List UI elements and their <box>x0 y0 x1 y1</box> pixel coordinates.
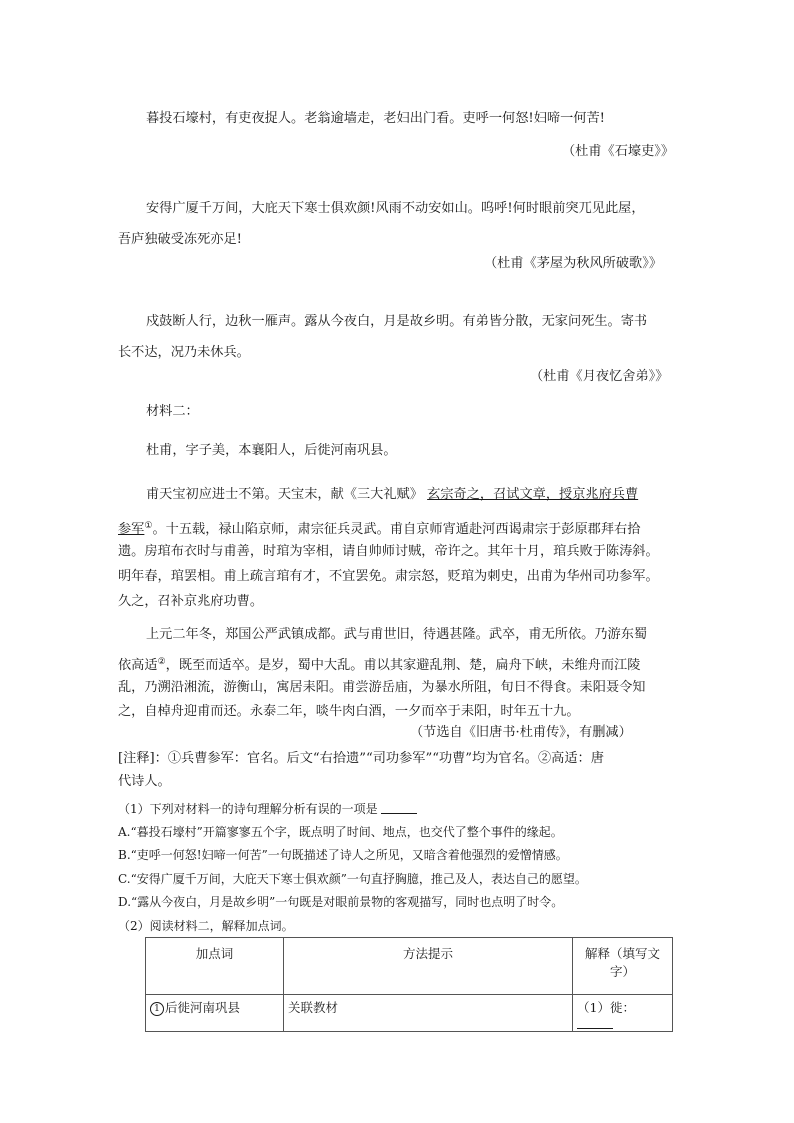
question-1-option-a[interactable]: A.“暮投石壕村”开篇寥寥五个字，既点明了时间、地点，也交代了整个事件的缘起。 <box>118 825 563 839</box>
material-2-intro: 杜甫，字子美，本襄阳人，后徙河南巩县。 <box>146 443 397 458</box>
row-word: 1 后徙河南巩县 <box>146 995 284 1032</box>
header-word: 加点词 <box>146 938 284 995</box>
question-2-stem: （2）阅读材料二，解释加点词。 <box>118 919 294 933</box>
passage-p1-line-3: 遗。房琯布衣时与甫善，时琯为宰相，请自帅师讨贼，帝许之。其年十月，琯兵败于陈涛斜。 <box>118 544 659 559</box>
poem-1-line-1: 暮投石壕村，有吏夜捉人。老翁逾墙走，老妇出门看。吏呼一何怒!妇啼一何苦! <box>146 111 605 126</box>
table-row <box>146 995 673 1032</box>
question-1-stem: （1）下列对材料一的诗句理解分析有误的一项是 <box>118 801 417 817</box>
question-1-option-d[interactable]: D.“露从今夜白，月是故乡明”一句既是对眼前景物的客观描写，同时也点明了时令。 <box>118 895 564 909</box>
question-1-option-c[interactable]: C.“安得广厦千万间，大庇天下寒士俱欢颜”一句直抒胸臆，推己及人，表达自己的愿望。 <box>118 872 587 886</box>
header-method: 方法提示 <box>284 938 573 995</box>
poem-3-line-2: 长不达，况乃未休兵。 <box>118 345 250 360</box>
row-method: 关联教材 <box>284 995 573 1032</box>
notes-line-2: 代诗人。 <box>118 774 171 789</box>
row-answer[interactable]: （1）徙： <box>573 995 673 1032</box>
passage-p1-line-4: 明年春，琯罢相。甫上疏言琯有才，不宜罢免。肃宗怒，贬琯为刺史，出甫为华州司功参军。 <box>118 569 659 584</box>
material-2-heading: 材料二： <box>146 404 199 419</box>
poem-2-line-2: 吾庐独破受冻死亦足! <box>118 232 242 247</box>
answer-blank[interactable] <box>381 801 417 814</box>
poem-2-line-1: 安得广厦千万间，大庇天下寒士俱欢颜!风雨不动安如山。呜呼!何时眼前突兀见此屋， <box>146 201 645 216</box>
passage-source: （节选自《旧唐书·杜甫传》，有删减） <box>410 725 632 740</box>
answer-table <box>145 937 673 1032</box>
passage-p2-line-4: 之，自棹舟迎甫而还。永泰二年，啖牛肉白酒，一夕而卒于耒阳，时年五十九。 <box>118 704 580 719</box>
table-header-row <box>146 938 673 995</box>
answer-blank[interactable] <box>577 1016 613 1029</box>
passage-p1-line-1: 甫天宝初应进士不第。天宝末，献《三大礼赋》 玄宗奇之，召试文章，授京兆府兵曹 <box>146 487 639 502</box>
circled-number: 1 <box>150 1002 164 1016</box>
poem-1-citation: （杜甫《石壕吏》》 <box>562 144 675 159</box>
poem-2-citation: （杜甫《茅屋为秋风所破歌》》 <box>484 256 663 271</box>
notes-line-1: [注释]：①兵曹参军：官名。后文“右拾遗”“司功参军”“功曹”均为官名。②高适：唐 <box>118 751 604 766</box>
passage-p1-line-2: 参军①。十五载，禄山陷京师，肃宗征兵灵武。甫自京师宵遁赴河西谒肃宗于彭原郡拜右拾 <box>118 521 641 537</box>
passage-p1-line-5: 久之，召补京兆府功曹。 <box>118 594 264 609</box>
poem-3-citation: （杜甫《月夜忆舍弟》》 <box>530 369 669 384</box>
passage-p2-line-3: 乱，乃溯沿湘流，游衡山，寓居耒阳。甫尝游岳庙，为暴水所阻，旬日不得食。耒阳聂令知 <box>118 680 646 695</box>
passage-p2-line-2: 依高适②，既至而适卒。是岁，蜀中大乱。甫以其家避乱荆、楚，扁舟下峡，未维舟而江陵 <box>118 657 641 673</box>
passage-p2-line-1: 上元二年冬，郑国公严武镇成都。武与甫世旧，待遇甚隆。武卒，甫无所依。乃游东蜀 <box>146 627 648 642</box>
header-explanation: 解释（填写文 字） <box>573 938 673 995</box>
poem-3-line-1: 戍鼓断人行，边秋一雁声。露从今夜白，月是故乡明。有弟皆分散，无家问死生。寄书 <box>146 314 648 329</box>
question-1-option-b[interactable]: B.“吏呼一何怒!妇啼一何苦”一句既描述了诗人之所见，又暗含着他强烈的爱憎情感。 <box>118 848 568 862</box>
